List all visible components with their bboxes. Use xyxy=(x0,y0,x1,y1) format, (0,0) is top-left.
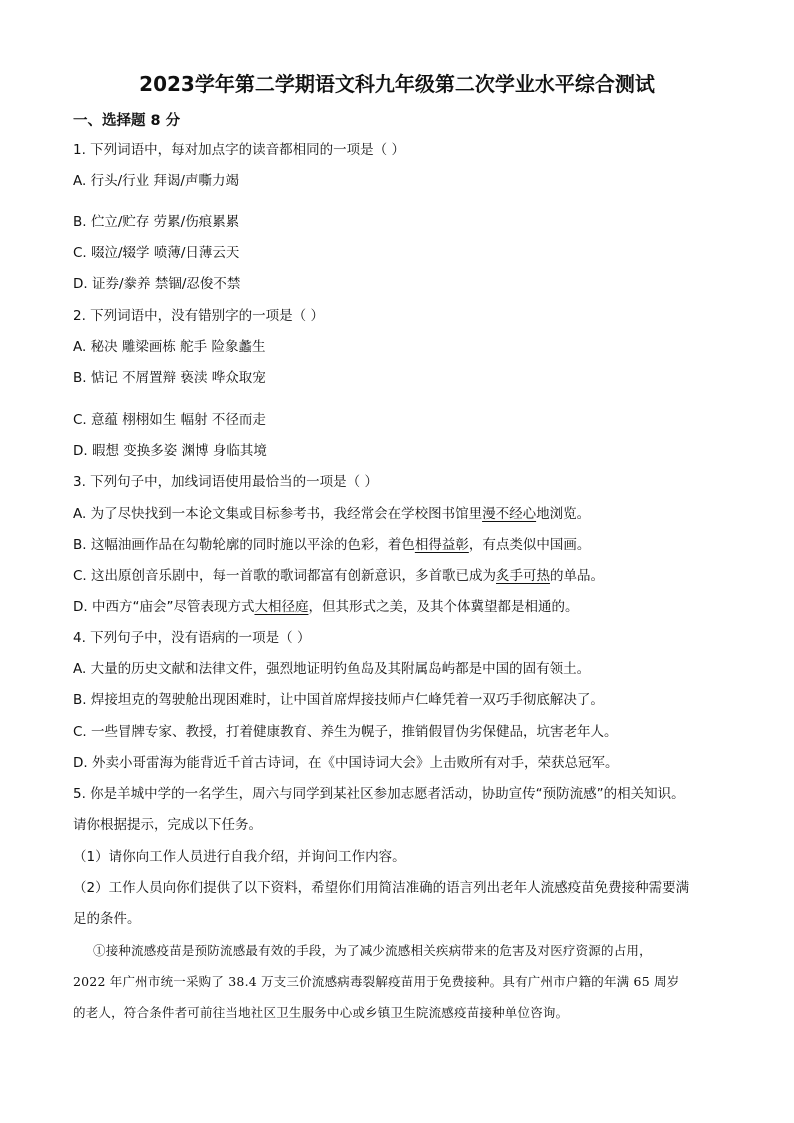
option-text: 地浏览。 xyxy=(536,506,591,522)
question-3-option-c xyxy=(73,567,604,585)
question-4-option-c: C. 一些冒牌专家、教授，打着健康教育、养生为幌子，推销假冒伪劣保健品，坑害老年人。 xyxy=(73,724,618,740)
question-4-option-d: D. 外卖小哥雷海为能背近千首古诗词，在《中国诗词大会》上击败所有对手，荣获总冠军。 xyxy=(73,755,619,771)
section-heading: 一、选择题 8 分 xyxy=(73,113,181,129)
question-3-option-a xyxy=(73,505,590,523)
question-4-option-b: B. 焊接坦克的驾驶舱出现困难时，让中国首席焊接技师卢仁峰凭着一双巧手彻底解决了。 xyxy=(73,692,604,708)
question-2-option-a: A. 秘决 雕梁画栋 舵手 险象蠡生 xyxy=(73,339,266,355)
question-2-option-b: B. 惦记 不屑置辩 亵渎 哗众取宠 xyxy=(73,370,266,386)
underlined-term: 大相径庭 xyxy=(254,599,309,615)
question-1-stem: 1. 下列词语中，每对加点字的读音都相同的一项是（ ） xyxy=(73,142,405,158)
option-text: D. 中西方“庙会”尽管表现方式 xyxy=(73,599,255,615)
material-line-1: ①接种流感疫苗是预防流感最有效的手段，为了减少流感相关疾病带来的危害及对医疗资源的占用， xyxy=(93,943,652,958)
question-5-task-2-cont: 足的条件。 xyxy=(73,911,141,927)
question-3-option-b xyxy=(73,536,590,554)
question-3-option-d xyxy=(73,598,578,616)
underlined-term: 炙手可热 xyxy=(496,568,551,584)
question-1-option-d: D. 证券/豢养 禁锢/忍俊不禁 xyxy=(73,276,241,292)
option-text: C. 这出原创音乐剧中，每一首歌的歌词都富有创新意识，多首歌已成为 xyxy=(73,568,497,584)
question-4-stem: 4. 下列句子中，没有语病的一项是（ ） xyxy=(73,630,311,646)
question-1-option-b: B. 伫立/贮存 劳累/伤痕累累 xyxy=(73,214,240,230)
question-5-stem: 5. 你是羊城中学的一名学生，周六与同学到某社区参加志愿者活动，协助宣传“预防流感”的相关知识。 xyxy=(73,786,685,802)
underlined-term: 漫不经心 xyxy=(482,506,537,522)
question-2-option-c: C. 意蕴 栩栩如生 幅射 不径而走 xyxy=(73,412,266,428)
question-4-option-a: A. 大量的历史文献和法律文件，强烈地证明钓鱼岛及其附属岛屿都是中国的固有领土。 xyxy=(73,661,591,677)
question-5-task-1: （1）请你向工作人员进行自我介绍，并询问工作内容。 xyxy=(73,849,406,865)
option-text: A. 为了尽快找到一本论文集或目标参考书，我经常会在学校图书馆里 xyxy=(73,506,483,522)
option-text: ，但其形式之美，及其个体冀望都是相通的。 xyxy=(308,599,579,615)
question-3-stem: 3. 下列句子中，加线词语使用最恰当的一项是（ ） xyxy=(73,474,378,490)
option-text: B. 这幅油画作品在勾勒轮廓的同时施以平涂的色彩，着色 xyxy=(73,537,415,553)
question-5-task-2: （2）工作人员向你们提供了以下资料，希望你们用简洁准确的语言列出老年人流感疫苗免费接种需要满 xyxy=(73,880,690,896)
underlined-term: 相得益彰 xyxy=(414,537,469,553)
question-1-option-a: A. 行头/行业 拜谒/声嘶力竭 xyxy=(73,173,239,189)
material-line-3: 的老人，符合条件者可前往当地社区卫生服务中心或乡镇卫生院流感疫苗接种单位咨询。 xyxy=(73,1005,569,1020)
question-5-stem-cont: 请你根据提示，完成以下任务。 xyxy=(73,817,262,833)
page-title: 2023学年第二学期语文科九年级第二次学业水平综合测试 xyxy=(139,72,655,96)
question-2-stem: 2. 下列词语中，没有错别字的一项是（ ） xyxy=(73,308,324,324)
option-text: 的单品。 xyxy=(550,568,605,584)
question-1-option-c: C. 啜泣/辍学 喷薄/日薄云天 xyxy=(73,245,240,261)
option-text: ，有点类似中国画。 xyxy=(468,537,591,553)
material-line-2: 2022 年广州市统一采购了 38.4 万支三价流感病毒裂解疫苗用于免费接种。具有广州市户籍的年满 65 周岁 xyxy=(73,974,680,989)
question-2-option-d: D. 暇想 变换多姿 渊博 身临其境 xyxy=(73,443,267,459)
